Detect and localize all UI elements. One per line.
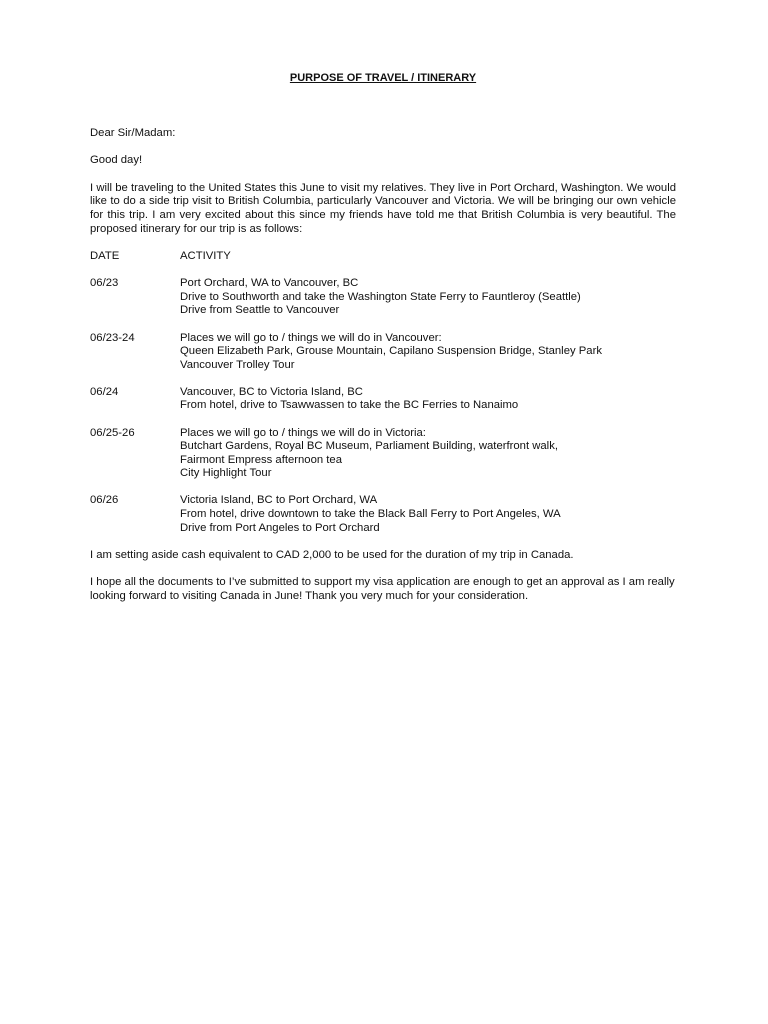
itinerary-row <box>90 332 676 373</box>
activity-line: Queen Elizabeth Park, Grouse Mountain, Capilano Suspension Bridge, Stanley Park <box>180 345 602 358</box>
itinerary-row <box>90 386 676 413</box>
activity-column-header: ACTIVITY <box>180 250 231 263</box>
date-column-header: DATE <box>90 250 120 263</box>
itinerary-date: 06/26 <box>90 494 119 507</box>
closing-paragraph: I hope all the documents to I’ve submitted to support my visa application are enough to get an approval as I am really looking forward to visiting Canada in June! Thank you very much for your consideration. <box>90 576 675 602</box>
activity-line: Butchart Gardens, Royal BC Museum, Parliament Building, waterfront walk, <box>180 440 558 453</box>
itinerary-header-row <box>90 250 676 264</box>
cash-statement: I am setting aside cash equivalent to CAD 2,000 to be used for the duration of my trip in Canada. <box>90 548 574 561</box>
activity-line: From hotel, drive to Tsawwassen to take the BC Ferries to Nanaimo <box>180 399 519 412</box>
itinerary-activity <box>180 332 676 373</box>
salutation: Dear Sir/Madam: <box>90 126 176 139</box>
activity-line: Fairmont Empress afternoon tea <box>180 453 342 466</box>
document-title: PURPOSE OF TRAVEL / ITINERARY <box>289 72 477 84</box>
activity-line: City Highlight Tour <box>180 467 272 480</box>
activity-line: Vancouver, BC to Victoria Island, BC <box>180 385 363 398</box>
itinerary-date: 06/25-26 <box>90 426 135 439</box>
document-page <box>90 72 676 617</box>
itinerary-list <box>90 277 676 535</box>
intro-paragraph: I will be traveling to the United States this June to visit my relatives. They live in Port Orchard, Washington. We would like to do a side trip visit to British Columbia, particularly Vancouver and Victoria. We will be bringing our own vehicle for this trip. I am very excited about this since my friends have told me that British Columbia is very beautiful. The proposed itinerary for our trip is as follows: <box>90 181 676 235</box>
activity-line: Drive from Port Angeles to Port Orchard <box>180 521 380 534</box>
activity-line: Drive from Seattle to Vancouver <box>180 304 340 317</box>
itinerary-row <box>90 427 676 481</box>
activity-line: Port Orchard, WA to Vancouver, BC <box>180 277 359 290</box>
itinerary-activity <box>180 277 676 318</box>
greeting: Good day! <box>90 154 143 167</box>
itinerary-activity <box>180 494 676 535</box>
itinerary-activity <box>180 386 676 413</box>
itinerary-activity <box>180 427 676 481</box>
itinerary-date: 06/23 <box>90 277 119 290</box>
itinerary-row <box>90 277 676 318</box>
activity-line: Vancouver Trolley Tour <box>180 358 295 371</box>
activity-line: Places we will go to / things we will do in Vancouver: <box>180 331 442 344</box>
activity-line: Victoria Island, BC to Port Orchard, WA <box>180 494 378 507</box>
itinerary-row <box>90 494 676 535</box>
itinerary-date: 06/23-24 <box>90 331 135 344</box>
activity-line: Drive to Southworth and take the Washington State Ferry to Fauntleroy (Seattle) <box>180 290 581 303</box>
activity-line: From hotel, drive downtown to take the Black Ball Ferry to Port Angeles, WA <box>180 507 561 520</box>
activity-line: Places we will go to / things we will do in Victoria: <box>180 426 426 439</box>
itinerary-date: 06/24 <box>90 385 119 398</box>
